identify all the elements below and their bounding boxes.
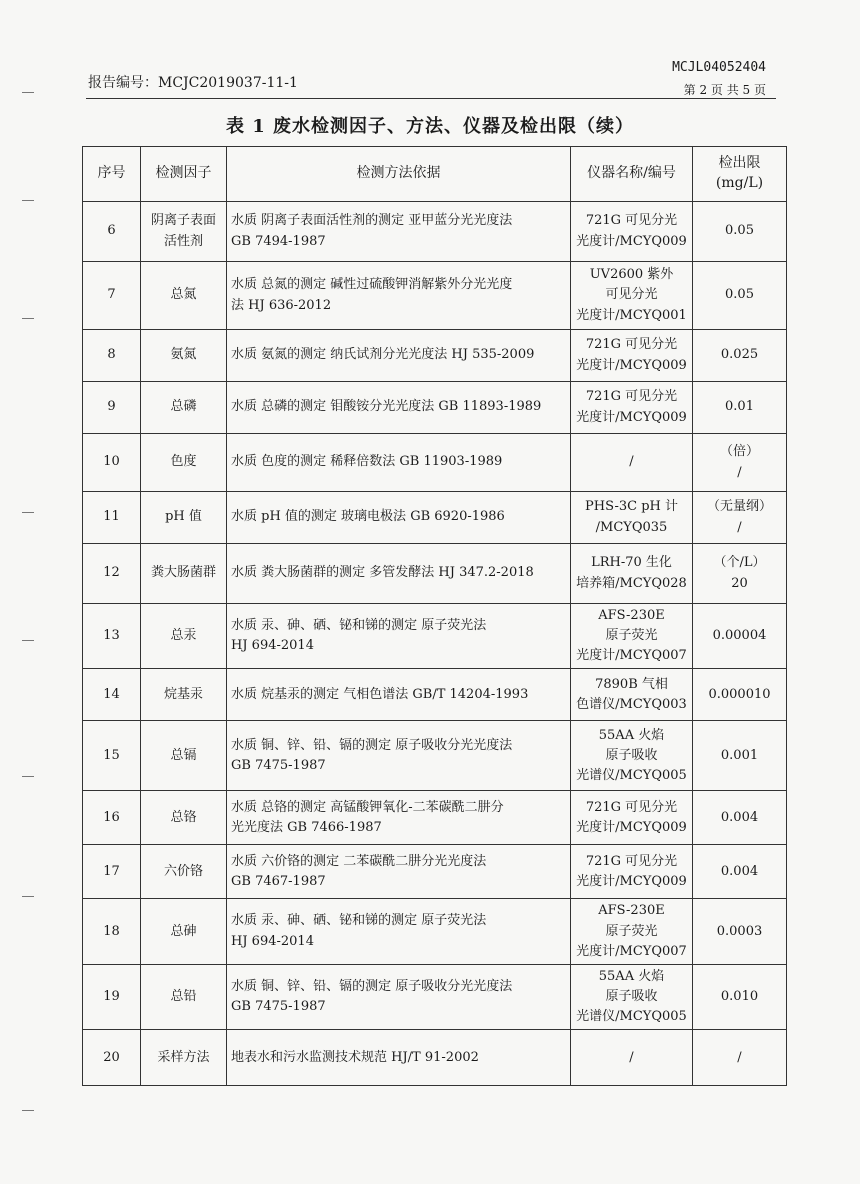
table-row (83, 721, 787, 791)
row-number: 11 (83, 492, 141, 544)
instrument-name: PHS-3C pH 计 /MCYQ035 (571, 492, 693, 544)
detection-factor: 总砷 (141, 899, 227, 964)
method-basis: 水质 阴离子表面活性剂的测定 亚甲蓝分光光度法 GB 7494-1987 (227, 202, 571, 262)
binder-mark (22, 512, 34, 513)
row-number: 9 (83, 382, 141, 434)
table-row (83, 791, 787, 845)
detection-limit: 0.05 (693, 262, 787, 330)
header-limit: 检出限 (mg/L) (693, 147, 787, 202)
binder-mark (22, 640, 34, 641)
instrument-name: 721G 可见分光 光度计/MCYQ009 (571, 845, 693, 899)
method-basis: 水质 总铬的测定 高锰酸钾氧化-二苯碳酰二肼分 光光度法 GB 7466-1987 (227, 791, 571, 845)
instrument-name: 55AA 火焰 原子吸收 光谱仪/MCYQ005 (571, 964, 693, 1029)
instrument-name: LRH-70 生化 培养箱/MCYQ028 (571, 544, 693, 604)
instrument-name: 7890B 气相 色谱仪/MCYQ003 (571, 669, 693, 721)
binder-mark (22, 776, 34, 777)
detection-limit: （个/L） 20 (693, 544, 787, 604)
table-row (83, 669, 787, 721)
detection-limit: （倍） / (693, 434, 787, 492)
detection-limit: 0.01 (693, 382, 787, 434)
table-body (83, 202, 787, 1086)
detection-limit: 0.004 (693, 845, 787, 899)
detection-factor: 总汞 (141, 604, 227, 669)
detection-limit: 0.0003 (693, 899, 787, 964)
header-no: 序号 (83, 147, 141, 202)
method-basis: 水质 铜、锌、铅、镉的测定 原子吸收分光光度法 GB 7475-1987 (227, 964, 571, 1029)
detection-limit: 0.025 (693, 330, 787, 382)
binder-mark (22, 92, 34, 93)
row-number: 13 (83, 604, 141, 669)
row-number: 12 (83, 544, 141, 604)
detection-factor: 总磷 (141, 382, 227, 434)
method-basis: 水质 总氮的测定 碱性过硫酸钾消解紫外分光光度 法 HJ 636-2012 (227, 262, 571, 330)
detection-factor: 总镉 (141, 721, 227, 791)
detection-limit: 0.00004 (693, 604, 787, 669)
method-basis: 水质 氨氮的测定 纳氏试剂分光光度法 HJ 535-2009 (227, 330, 571, 382)
method-basis: 水质 总磷的测定 钼酸铵分光光度法 GB 11893-1989 (227, 382, 571, 434)
row-number: 7 (83, 262, 141, 330)
instrument-name: 721G 可见分光 光度计/MCYQ009 (571, 202, 693, 262)
row-number: 18 (83, 899, 141, 964)
binder-mark (22, 200, 34, 201)
detection-factor: 粪大肠菌群 (141, 544, 227, 604)
detection-factor: 采样方法 (141, 1030, 227, 1086)
instrument-name: 55AA 火焰 原子吸收 光谱仪/MCYQ005 (571, 721, 693, 791)
method-basis: 水质 烷基汞的测定 气相色谱法 GB/T 14204-1993 (227, 669, 571, 721)
detection-method-table (82, 146, 787, 1086)
method-basis: 水质 六价铬的测定 二苯碳酰二肼分光光度法 GB 7467-1987 (227, 845, 571, 899)
row-number: 15 (83, 721, 141, 791)
method-basis: 地表水和污水监测技术规范 HJ/T 91-2002 (227, 1030, 571, 1086)
row-number: 16 (83, 791, 141, 845)
report-number: 报告编号：MCJC2019037-11-1 (88, 75, 298, 91)
page-indicator: 第 2 页 共 5 页 (683, 83, 766, 97)
detection-factor: 总铬 (141, 791, 227, 845)
row-number: 17 (83, 845, 141, 899)
detection-factor: 烷基汞 (141, 669, 227, 721)
instrument-name: / (571, 434, 693, 492)
table-row (83, 262, 787, 330)
table-row (83, 330, 787, 382)
table-row (83, 964, 787, 1029)
detection-factor: pH 值 (141, 492, 227, 544)
detection-limit: 0.010 (693, 964, 787, 1029)
binder-mark (22, 318, 34, 319)
binder-mark (22, 896, 34, 897)
table-row (83, 434, 787, 492)
table-row (83, 899, 787, 964)
header-instrument: 仪器名称/编号 (571, 147, 693, 202)
table-title: 表 1 废水检测因子、方法、仪器及检出限（续） (225, 116, 635, 137)
binder-mark (22, 1110, 34, 1111)
row-number: 10 (83, 434, 141, 492)
detection-limit: 0.000010 (693, 669, 787, 721)
detection-factor: 阴离子表面 活性剂 (141, 202, 227, 262)
table-row (83, 492, 787, 544)
table-row (83, 1030, 787, 1086)
document-code: MCJL04052404 (672, 60, 766, 75)
table-header-row (83, 147, 787, 202)
detection-factor: 氨氮 (141, 330, 227, 382)
row-number: 19 (83, 964, 141, 1029)
method-basis: 水质 色度的测定 稀释倍数法 GB 11903-1989 (227, 434, 571, 492)
detection-limit: 0.001 (693, 721, 787, 791)
detection-factor: 总铅 (141, 964, 227, 1029)
detection-limit: 0.004 (693, 791, 787, 845)
detection-factor: 六价铬 (141, 845, 227, 899)
method-basis: 水质 pH 值的测定 玻璃电极法 GB 6920-1986 (227, 492, 571, 544)
instrument-name: AFS-230E 原子荧光 光度计/MCYQ007 (571, 604, 693, 669)
instrument-name: AFS-230E 原子荧光 光度计/MCYQ007 (571, 899, 693, 964)
table-row (83, 604, 787, 669)
instrument-name: 721G 可见分光 光度计/MCYQ009 (571, 382, 693, 434)
method-basis: 水质 铜、锌、铅、镉的测定 原子吸收分光光度法 GB 7475-1987 (227, 721, 571, 791)
row-number: 6 (83, 202, 141, 262)
detection-limit: （无量纲） / (693, 492, 787, 544)
row-number: 8 (83, 330, 141, 382)
table-row (83, 382, 787, 434)
row-number: 14 (83, 669, 141, 721)
detection-limit: / (693, 1030, 787, 1086)
detection-factor: 总氮 (141, 262, 227, 330)
method-basis: 水质 汞、砷、硒、铋和锑的测定 原子荧光法 HJ 694-2014 (227, 604, 571, 669)
instrument-name: UV2600 紫外 可见分光 光度计/MCYQ001 (571, 262, 693, 330)
header-divider (86, 98, 776, 99)
header-factor: 检测因子 (141, 147, 227, 202)
method-basis: 水质 汞、砷、硒、铋和锑的测定 原子荧光法 HJ 694-2014 (227, 899, 571, 964)
instrument-name: / (571, 1030, 693, 1086)
detection-factor: 色度 (141, 434, 227, 492)
instrument-name: 721G 可见分光 光度计/MCYQ009 (571, 791, 693, 845)
detection-limit: 0.05 (693, 202, 787, 262)
header-method: 检测方法依据 (227, 147, 571, 202)
method-basis: 水质 粪大肠菌群的测定 多管发酵法 HJ 347.2-2018 (227, 544, 571, 604)
row-number: 20 (83, 1030, 141, 1086)
table-row (83, 202, 787, 262)
table-row (83, 544, 787, 604)
table-row (83, 845, 787, 899)
instrument-name: 721G 可见分光 光度计/MCYQ009 (571, 330, 693, 382)
